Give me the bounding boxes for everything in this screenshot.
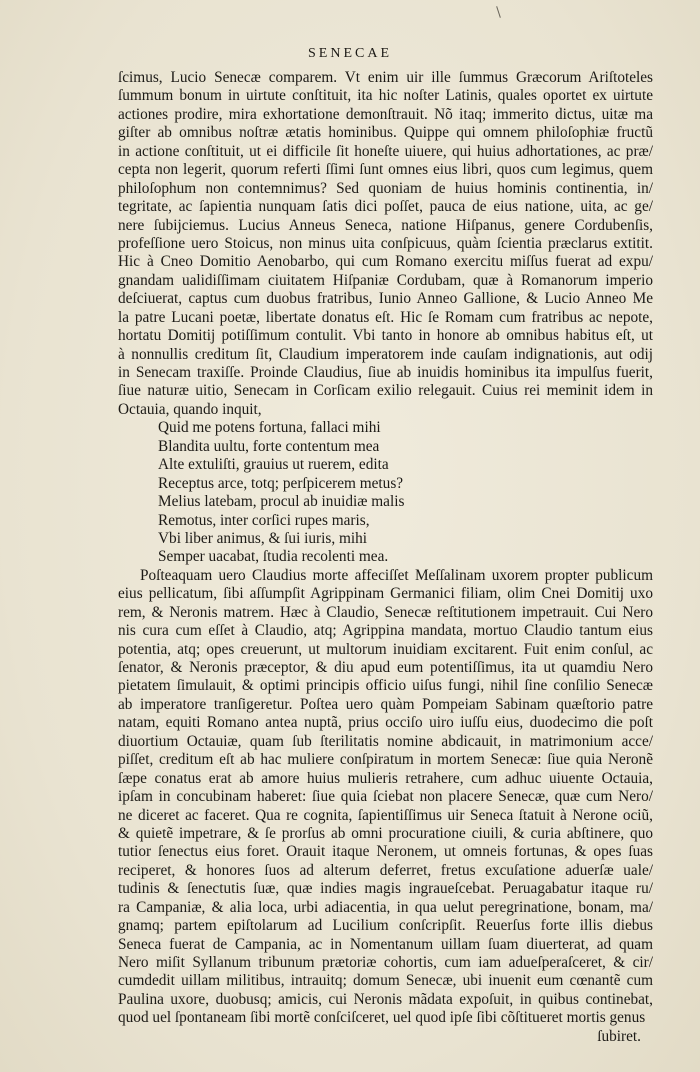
text-line: Paulina uxore, duobusq; amicis, cui Neronis mãdata expoſuit, in quibus continebat, bbox=[118, 990, 653, 1008]
main-text-block bbox=[118, 69, 653, 1046]
text-line: actiones prodire, mira exhortatione demonſtrauit. Nõ itaq; immerito dictus, uitæ ma bbox=[118, 105, 653, 123]
text-line: gnamq; partem epiſtolarum ad Lucilium conſcripſit. Reuerſus forte illis diebus bbox=[118, 917, 653, 935]
text-line: tudinis & ſenectutis ſuæ, quæ indies magis ingraueſcebat. Peruagabatur itaque ru/ bbox=[118, 880, 653, 898]
text-line: hortatu Domitij potiſſimum contulit. Vbi tanto in honore ab omnibus habitus eſt, ut bbox=[118, 327, 653, 345]
text-line: giſter ab omnibus noſtræ ætatis hominibus. Quippe qui omnem philoſophiæ fructũ bbox=[118, 124, 653, 142]
running-head: SENECAE bbox=[308, 46, 392, 61]
text-line: tutior ſenectus eius foret. Orauit itaque Neronem, ut omneis fortunas, & opes ſuas bbox=[118, 843, 653, 861]
text-line: Semper uacabat, ſtudia recolenti mea. bbox=[158, 548, 389, 566]
text-line: ſcimus, Lucio Senecæ comparem. Vt enim uir ille ſummus Græcorum Ariſtoteles bbox=[118, 69, 653, 86]
text-line: cumdedit uillam militibus, intrauitq; domum Senecæ, ubi inuenit eum cœnantẽ cum bbox=[118, 972, 653, 990]
text-line: Hic à Cneo Domitio Aenobarbo, qui cum Romano exercitu miſſus fuerat ad expu/ bbox=[118, 253, 653, 271]
text-line: Poſteaquam uero Claudius morte affeciſſet Meſſalinam uxorem propter publicum bbox=[140, 566, 653, 584]
text-line: Octauia, quando inquit, bbox=[118, 400, 262, 418]
text-line: diuortium Octauiæ, quam ſub ſterilitatis nomine abdicauit, in matrimonium acce/ bbox=[118, 732, 653, 750]
text-line: Vbi liber animus, & ſui iuris, mihi bbox=[158, 529, 368, 547]
text-line: natam, equiti Romano antea nuptã, prius occiſo uiro iuſſu eius, duodecimo die poſt bbox=[118, 714, 653, 732]
text-line: Alte extuliſti, grauius ut ruerem, edita bbox=[158, 456, 389, 474]
text-line: rem, & Neronis matrem. Hæc à Claudio, Senecæ reſtitutionem impetrauit. Cui Nero bbox=[118, 603, 653, 621]
text-line: Blandita uultu, forte contentum mea bbox=[158, 437, 380, 455]
text-line: & quietẽ impetrare, & ſe prorſus ab omni procuratione ciuili, & curia abſtinere, quo bbox=[118, 824, 653, 842]
text-line: ſæpe conatus erat ab amore huius mulieris retrahere, cum adhuc uiuente Octauia, bbox=[118, 769, 653, 787]
text-line: la patre Lucani poetæ, libertate donatus eſt. Hic ſe Romam cum fratribus ac nepote, bbox=[118, 308, 653, 326]
text-line: ipſam in concubinam haberet: ſiue quia ſciebat non placere Senecæ, quæ cum Nero/ bbox=[118, 788, 653, 806]
text-line: potentia, atq; opes creuerunt, ut multorum inuidiam excitarent. Fuit enim conſul, ac bbox=[118, 640, 653, 658]
text-line: in Senecam traxiſſe. Proinde Claudius, ſiue ab inuidis hominibus ita impulſus fuerit, bbox=[118, 364, 653, 381]
text-line: ne diceret ac faceret. Qua re cognita, ſapientiſſimus uir Seneca ſtatuit à Nerone ociũ, bbox=[118, 806, 653, 824]
text-line: ſiue naturæ uitio, Senecam in Corſicam exilio relegauit. Cuius rei meminit idem in bbox=[118, 382, 653, 400]
text-line: in actione conſtituit, ut ei difficile ſit honeſte uiuere, qui huius adhortationes, ac præ/ bbox=[118, 142, 653, 160]
text-line: Remotus, inter corſici rupes maris, bbox=[158, 511, 370, 529]
text-line: piſſet, creditum eſt ab hac muliere conſpiratum in mortem Senecæ: ſiue quia Neronẽ bbox=[118, 751, 653, 769]
text-line: eius pellicatum, ſibi aſſumpſit Agrippinam Germanici filiam, olim Cnei Domitij uxo bbox=[118, 585, 653, 603]
text-line: cepta non legerit, quorum referti ſſimi ſunt omnes eius libri, quos cum legimus, quem bbox=[118, 161, 653, 179]
paper-mark bbox=[496, 6, 501, 18]
text-line: pietatem ſimulauit, & optimi principis officio uiſus fungi, nihil ſine conſilio Senecæ bbox=[118, 677, 653, 695]
text-line: Receptus arce, totq; perſpicerem metus? bbox=[158, 474, 404, 492]
text-line: tegritate, ac ſapientia nunquam ſatis dici poſſet, pauca de eius natione, uita, ac ge/ bbox=[118, 198, 653, 216]
text-line: ſubiret. bbox=[597, 1027, 641, 1045]
text-line: Quid me potens fortuna, fallaci mihi bbox=[158, 419, 381, 437]
text-line: nis cura cum eſſet à Claudio, atq; Agrippina mandata, mortuo Claudio tantum eius bbox=[118, 622, 653, 640]
text-line: ſummum bonum in uirtute conſtituit, ita hic noſter Latinis, quales oportet ex uirtute bbox=[118, 87, 653, 105]
text-line: quod uel ſpontaneam ſibi mortẽ conſciſceret, uel quod ipſe ſibi cõſtitueret mortis genus bbox=[118, 1009, 646, 1027]
text-line: ſenator, & Neronis præceptor, & diu apud eum potentiſſimus, ita ut quamdiu Nero bbox=[118, 659, 653, 676]
text-line: profeſſione uero Stoicus, non minus uita conſpicuus, quàm ſcientia præclarus extitit. bbox=[118, 234, 653, 252]
text-line: Nero miſit Syllanum tribunum prætoriæ cohortis, cum iam adueſperaſceret, & cir/ bbox=[118, 954, 653, 971]
text-line: reciperet, & honores ſuos ad alterum deferret, fretus excuſatione aduerſæ uale/ bbox=[118, 861, 653, 879]
text-line: à nonnullis creditum ſit, Claudium imperatorem inde cauſam indignationis, aut odij bbox=[118, 345, 653, 363]
text-line: Melius latebam, procul ab inuidiæ malis bbox=[158, 493, 405, 511]
text-line: ra Campaniæ, & alia loca, urbi adiacentia, in qua uelut peregrinatione, bonam, ma/ bbox=[118, 898, 653, 916]
text-line: philoſophum non contemnimus? Sed quoniam de huius hominis continentia, in/ bbox=[118, 179, 653, 197]
text-line: gnandam ualidiſſimam ciuitatem Hiſpaniæ Cordubam, quæ à Romanorum imperio bbox=[118, 271, 653, 289]
text-line: ab imperatore tranſigeretur. Poſtea uero quàm Pompeiam Sabinam quæſtorio patre bbox=[118, 695, 653, 713]
text-line: nere ſubijciemus. Lucius Anneus Seneca, natione Hiſpanus, genere Cordubenſis, bbox=[118, 216, 653, 234]
text-line: Seneca fuerat de Campania, ac in Nomentanum uillam ſuam diuerterat, ad quam bbox=[118, 935, 653, 953]
text-line: deſciuerat, captus cum duobus fratribus, Iunio Anneo Gallione, & Lucio Anneo Me bbox=[118, 290, 653, 308]
